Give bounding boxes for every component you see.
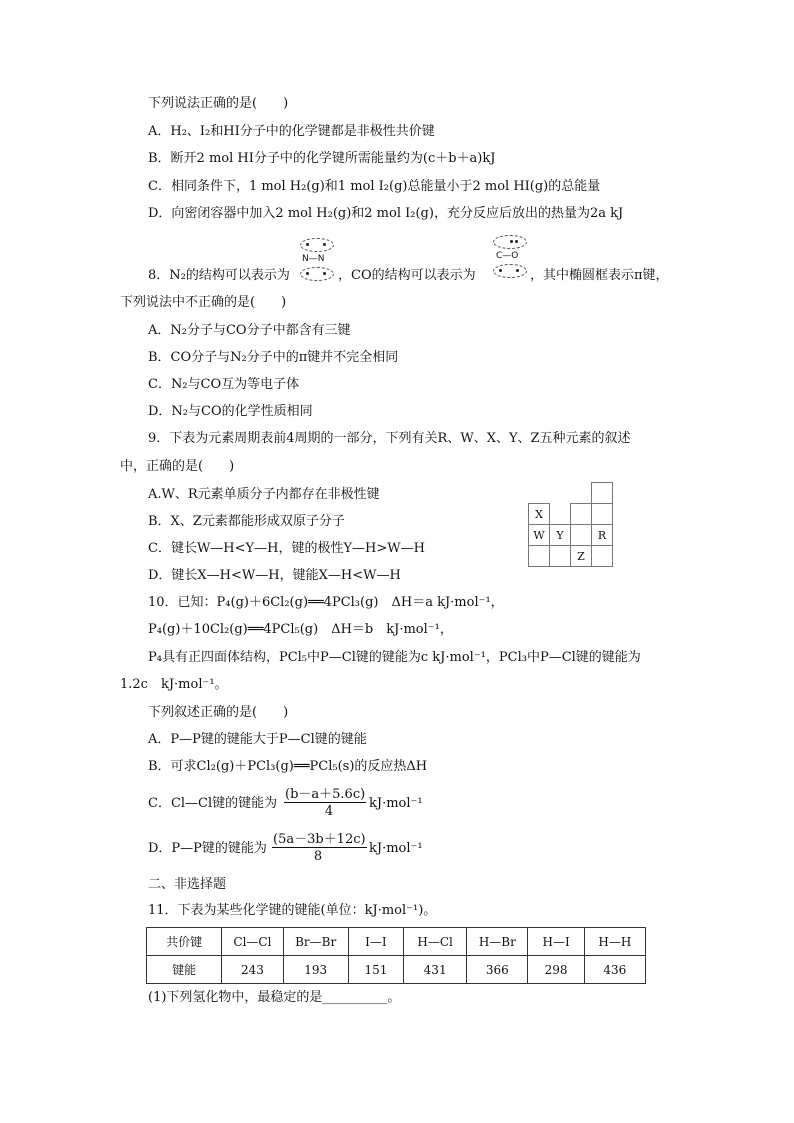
n2-bond-label: N—N <box>302 254 325 264</box>
q7-option-c: C．相同条件下，1 mol H₂(g)和1 mol I₂(g)总能量小于2 mol HI(g)的总能量 <box>148 179 601 194</box>
bond-table-cell: 151 <box>348 956 403 984</box>
fraction-numerator: (5a－3b＋12c) <box>273 832 366 847</box>
bond-table-cell: 共价键 <box>147 928 222 956</box>
periodic-table-fragment <box>528 482 613 567</box>
bond-table-cell: H—Cl <box>404 928 467 956</box>
q10-option-d-prefix: D．P—P键的键能为 <box>148 841 267 856</box>
bond-table-cell: I—I <box>348 928 403 956</box>
q9-stem-line2: 中，正确的是( ) <box>120 459 235 474</box>
bond-table-cell: 键能 <box>147 956 222 984</box>
q8-option-d: D．N₂与CO的化学性质相同 <box>148 404 313 419</box>
q10-option-b: B．可求Cl₂(g)＋PCl₃(g)══PCl₅(s)的反应热ΔH <box>148 759 428 774</box>
section-heading: 二、非选择题 <box>148 877 227 892</box>
periodic-cell <box>571 525 592 546</box>
q10-option-c-prefix: C．Cl—Cl键的键能为 <box>148 796 278 811</box>
q11-sub1: (1)下列氢化物中，最稳定的是__________。 <box>148 990 401 1005</box>
q7-option-a: A．H₂、I₂和HI分子中的化学键都是非极性共价键 <box>148 124 435 139</box>
q10-line4: 1.2c kJ·mol⁻¹。 <box>120 677 228 692</box>
q10-option-d-fraction <box>272 832 364 866</box>
q10-stem: 下列叙述正确的是( ) <box>148 705 289 720</box>
q7-option-d: D．向密闭容器中加入2 mol H₂(g)和2 mol I₂(g)，充分反应后放出的热量为2a kJ <box>148 206 624 221</box>
q8-option-c: C．N₂与CO互为等电子体 <box>148 377 300 392</box>
q10-option-c-unit: kJ·mol⁻¹ <box>369 796 423 811</box>
q10-line1: 10．已知：P₄(g)＋6Cl₂(g)══4PCl₃(g) ΔH＝a kJ·mol⁻¹， <box>148 595 504 610</box>
q9-option-a: A.W、R元素单质分子内都存在非极性键 <box>148 487 380 502</box>
periodic-cell-w: W <box>529 525 550 546</box>
q10-line2: P₄(g)＋10Cl₂(g)══4PCl₅(g) ΔH＝b kJ·mol⁻¹， <box>148 622 453 637</box>
bond-table-cell: Cl—Cl <box>222 928 283 956</box>
electron-dot <box>306 272 309 275</box>
periodic-cell <box>592 546 613 567</box>
periodic-cell <box>550 546 571 567</box>
fraction-denominator: 8 <box>313 849 323 864</box>
q8-text-part3: ，其中椭圆框表示π键， <box>530 268 669 283</box>
electron-dot <box>515 240 518 243</box>
bond-table-cell: H—I <box>528 928 584 956</box>
q10-option-c-fraction <box>284 787 374 821</box>
q9-option-d: D．键长X—H<W—H，键能X—H<W—H <box>148 568 401 583</box>
electron-dot <box>499 269 502 272</box>
electron-dot <box>323 243 326 246</box>
q7-stem: 下列说法正确的是( ) <box>148 96 289 111</box>
q10-option-a: A．P—P键的键能大于P—Cl键的键能 <box>148 732 367 747</box>
q8-stem: 下列说法中不正确的是( ) <box>120 295 287 310</box>
bond-table-cell: 431 <box>404 956 467 984</box>
q9-option-b: B．X、Z元素都能形成双原子分子 <box>148 514 345 529</box>
periodic-cell <box>592 483 613 504</box>
bond-table-cell: 366 <box>467 956 528 984</box>
periodic-cell-y: Y <box>550 525 571 546</box>
bond-table-cell: 298 <box>528 956 584 984</box>
q8-text-part2: ，CO的结构可以表示为 <box>338 268 476 283</box>
periodic-cell <box>592 504 613 525</box>
bond-energy-table <box>146 927 646 984</box>
q7-option-b: B．断开2 mol HI分子中的化学键所需能量约为(c＋b＋a)kJ <box>148 151 496 166</box>
q11-stem: 11．下表为某些化学键的键能(单位：kJ·mol⁻¹)。 <box>148 903 437 918</box>
bond-table-cell: 436 <box>584 956 645 984</box>
bond-table-cell: 243 <box>222 956 283 984</box>
bond-table-cell: H—H <box>584 928 645 956</box>
periodic-cell-z: Z <box>571 546 592 567</box>
q8-text-part1: 8．N₂的结构可以表示为 <box>148 268 290 283</box>
bond-table-cell: 193 <box>283 956 348 984</box>
n2-structure-diagram <box>296 236 336 286</box>
bond-table-value-row <box>147 956 646 984</box>
co-structure-diagram <box>489 233 529 285</box>
fraction-denominator: 4 <box>324 804 334 819</box>
electron-dot <box>306 243 309 246</box>
electron-dot <box>510 240 513 243</box>
q9-stem-line1: 9．下表为元素周期表前4周期的一部分，下列有关R、W、X、Y、Z五种元素的叙述 <box>148 431 631 446</box>
bond-table-cell: Br—Br <box>283 928 348 956</box>
q10-line3: P₄具有正四面体结构，PCl₅中P—Cl键的键能为c kJ·mol⁻¹，PCl₃中P—Cl键的键能为 <box>148 650 641 665</box>
periodic-cell-x: X <box>529 504 550 525</box>
periodic-cell <box>529 546 550 567</box>
q9-option-c: C．键长W—H<Y—H，键的极性Y—H>W—H <box>148 541 425 556</box>
co-bond-label: C—O <box>496 251 519 261</box>
fraction-numerator: (b－a＋5.6c) <box>285 787 366 802</box>
electron-dot <box>323 272 326 275</box>
electron-dot <box>516 269 519 272</box>
periodic-cell <box>571 504 592 525</box>
q8-option-a: A．N₂分子与CO分子中都含有三键 <box>148 323 351 338</box>
q8-option-b: B．CO分子与N₂分子中的π键并不完全相同 <box>148 350 399 365</box>
bond-table-cell: H—Br <box>467 928 528 956</box>
q10-option-d-unit: kJ·mol⁻¹ <box>369 841 423 856</box>
periodic-cell-r: R <box>592 525 613 546</box>
bond-table-header-row <box>147 928 646 956</box>
